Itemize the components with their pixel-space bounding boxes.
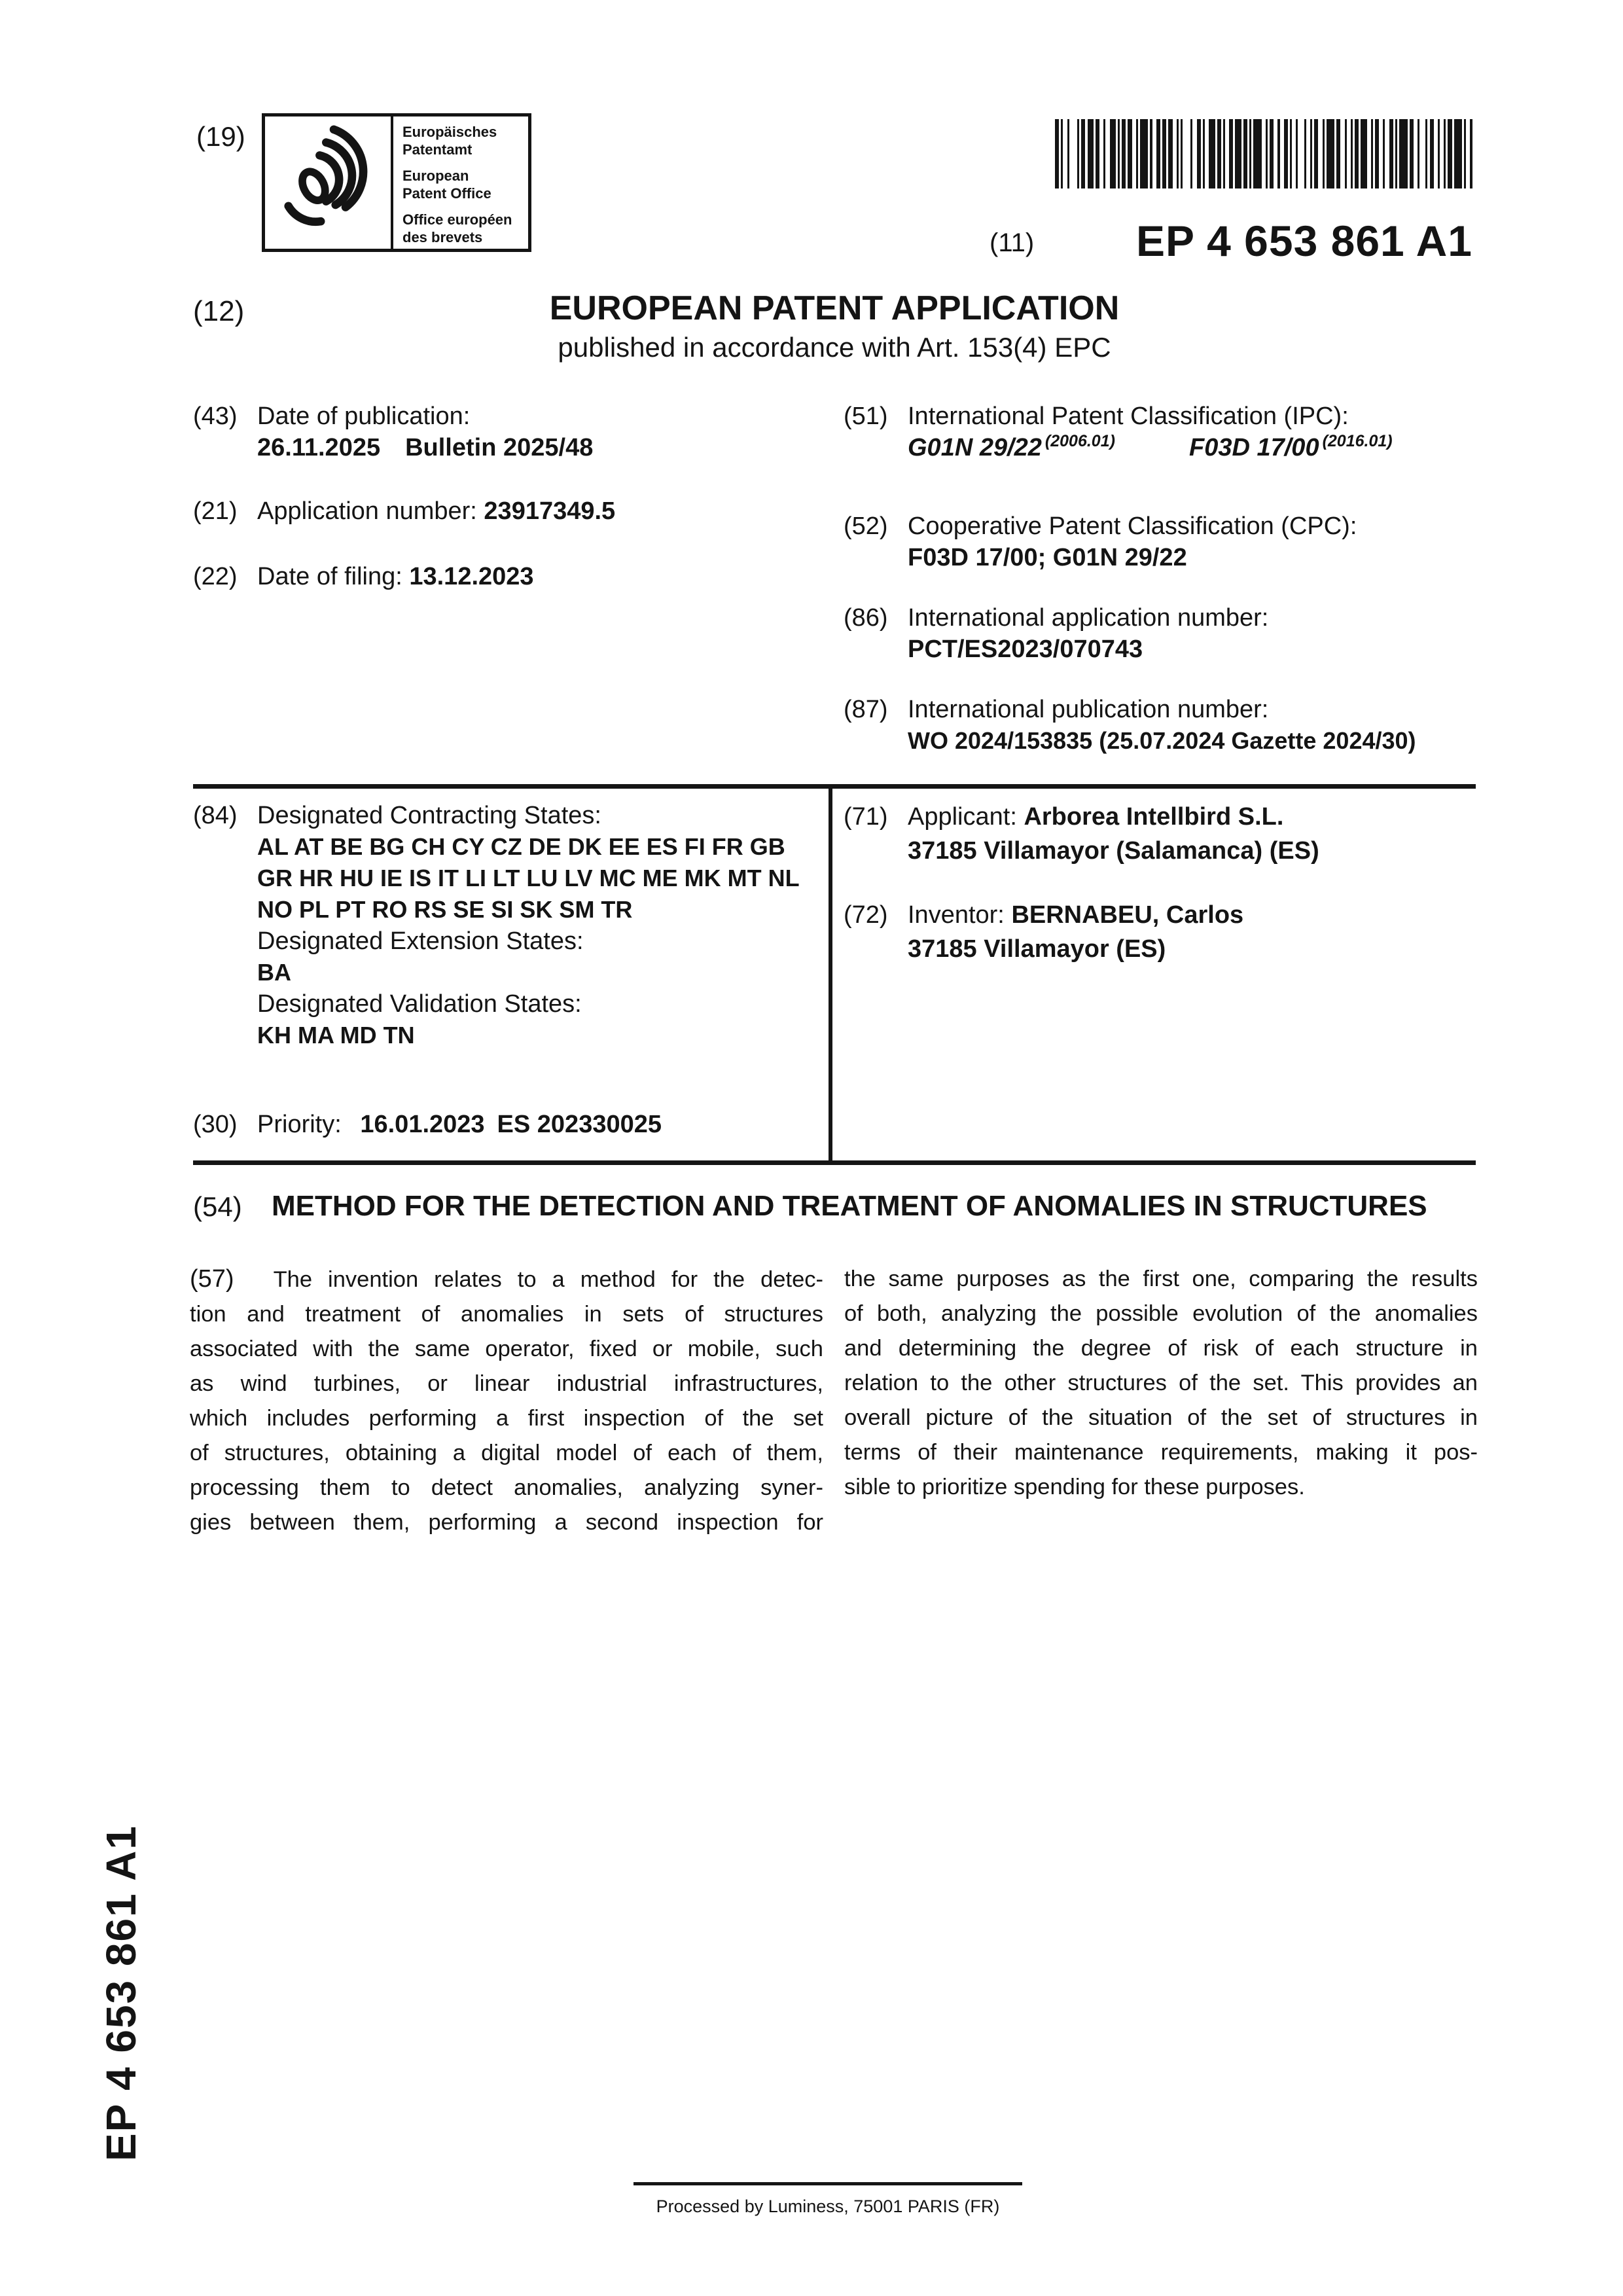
table-top-rule [193,784,1476,789]
barcode [1055,119,1472,188]
barcode-bar [1209,119,1215,188]
document-type-block [193,289,1476,363]
inid-12-label: (12) [193,295,245,327]
inid-19-label: (19) [196,121,245,152]
ipc-code: G01N 29/22 [908,434,1042,461]
field-filing-date [193,561,534,592]
epo-name-de-line2: Patentamt [402,141,473,158]
contracting-states-line: NO PL PT RO RS SE SI SK SM TR [257,896,633,923]
applicant-address: 37185 Villamayor (Salamanca) (ES) [908,837,1319,865]
barcode-space [1183,119,1190,188]
epo-logo-icon [269,118,387,247]
validation-states-value: KH MA MD TN [257,1022,415,1049]
international-application-label: International application number: [908,604,1269,632]
field-cpc [844,511,1357,573]
epo-name-en-line1: European [402,168,469,184]
abstract-first-line [190,1262,823,1297]
abstract-line: gies between them, performing a second inspection for [190,1510,823,1535]
abstract-line: which includes performing a first inspection of the set [190,1406,823,1431]
inventor-address: 37185 Villamayor (ES) [908,935,1166,963]
abstract-line: tion and treatment of anomalies in sets of structures [190,1302,823,1327]
inid-54-label: (54) [193,1191,242,1222]
epo-name-fr-line1: Office européen [402,211,512,228]
contracting-states-line: GR HR HU IE IS IT LI LT LU LV MC ME MK MT NL [257,865,800,891]
abstract-line: the same purposes as the first one, comparing the results [844,1266,1478,1291]
barcode-bar [1140,119,1148,188]
extension-states-label: Designated Extension States: [257,927,584,955]
field-international-publication [844,694,1416,757]
abstract-col1-lines [190,1297,823,1540]
ipc-version: (2016.01) [1322,432,1393,450]
field-application-number [193,495,616,527]
abstract-line: of both, analyzing the possible evolution of the anomalies [844,1301,1478,1326]
side-publication-number: EP 4 653 861 A1 [98,1825,145,2161]
inventor-label: Inventor: [908,901,1005,929]
document-type-subtitle: published in accordance with Art. 153(4) EPC [558,332,1111,363]
ipc-version: (2006.01) [1044,432,1115,450]
abstract-line: relation to the other structures of the set. This provides an [844,1371,1478,1395]
epo-logo-art-cell [265,117,393,249]
inid-72-label: (72) [844,901,888,929]
filing-date-value: 13.12.2023 [409,563,534,590]
barcode-space [1419,119,1425,188]
ipc-label: International Patent Classification (IPC): [908,403,1349,430]
table-column-divider [829,784,832,1165]
filing-date-label: Date of filing: [257,563,402,590]
inid-21-label: (21) [193,497,238,525]
validation-states-label: Designated Validation States: [257,990,582,1018]
inid-51-label: (51) [844,403,888,430]
barcode-bar [1235,119,1241,188]
publication-date-value: 26.11.2025 Bulletin 2025/48 [257,434,594,461]
priority-value: 16.01.2023 ES 202330025 [360,1111,662,1138]
field-priority [193,1109,662,1140]
epo-name-de-line1: Europäisches [402,124,497,140]
inid-11-label: (11) [990,228,1035,257]
epo-logo-text-cell [393,117,528,249]
cpc-label: Cooperative Patent Classification (CPC): [908,512,1357,540]
field-ipc [844,401,1393,466]
inid-52-label: (52) [844,512,888,540]
inid-84-label: (84) [193,802,238,829]
field-publication-date [193,401,594,463]
barcode-bar [1110,119,1116,188]
inid-87-label: (87) [844,696,888,723]
abstract-line: of structures, obtaining a digital model of each of them, [190,1441,823,1465]
barcode-bar [1088,119,1094,188]
inventor-line [908,898,1243,932]
contracting-states-lines [257,831,800,925]
abstract-col1 [190,1262,823,1540]
epo-name-fr-line2: des brevets [402,229,483,245]
international-publication-value: WO 2024/153835 (25.07.2024 Gazette 2024/30) [908,727,1416,754]
application-number-value: 23917349.5 [484,497,616,525]
inventor-name: BERNABEU, Carlos [1011,901,1244,929]
abstract-line: sible to prioritize spending for these purposes. [844,1475,1305,1499]
epo-name-en-line2: Patent Office [402,185,491,202]
field-applicant [844,800,1319,868]
cpc-value: F03D 17/00; G01N 29/22 [908,544,1187,571]
ipc-entry [908,432,1189,466]
barcode-bar [1253,119,1261,188]
document-type-title: EUROPEAN PATENT APPLICATION [549,289,1120,327]
ipc-entry [1189,434,1393,461]
contracting-states-line: AL AT BE BG CH CY CZ DE DK EE ES FI FR GB [257,833,785,860]
applicant-line [908,800,1319,834]
barcode-bar [1470,119,1472,188]
inid-22-label: (22) [193,563,238,590]
table-bottom-rule [193,1160,1476,1165]
barcode-space [1069,119,1077,188]
inid-43-label: (43) [193,403,238,430]
ipc-codes-line [908,432,1393,466]
inid-30-label: (30) [193,1111,238,1138]
abstract-line: overall picture of the situation of the set of structures in [844,1405,1478,1430]
invention-title: METHOD FOR THE DETECTION AND TREATMENT OF ANOMALIES IN STRUCTURES [272,1190,1427,1222]
barcode-bar [1454,119,1462,188]
inid-71-label: (71) [844,803,888,831]
abstract-first-text: The invention relates to a method for the detec- [273,1267,823,1292]
abstract-line: as wind turbines, or linear industrial infrastructures, [190,1371,823,1396]
field-inventor [844,898,1244,966]
publication-date-label: Date of publication: [257,403,471,430]
application-number-label: Application number: [257,497,477,525]
international-application-value: PCT/ES2023/070743 [908,636,1143,663]
barcode-bar [1399,119,1407,188]
barcode-bar [1327,119,1334,188]
footer-text: Processed by Luminess, 75001 PARIS (FR) [656,2197,1000,2216]
barcode-bar [1361,119,1366,188]
barcode-space [1298,119,1304,188]
abstract-col2 [844,1262,1478,1505]
abstract-line: and determining the degree of risk of each structure in [844,1336,1478,1361]
international-publication-label: International publication number: [908,696,1269,723]
footer-rule [633,2182,1022,2185]
field-international-application [844,602,1269,665]
field-designated-states [193,800,800,1051]
priority-label: Priority: [257,1111,342,1138]
abstract-line: processing them to detect anomalies, analyzing syner- [190,1475,823,1500]
publication-number: EP 4 653 861 A1 [1135,217,1472,265]
inid-57-label: (57) [190,1265,234,1293]
applicant-name: Arborea Intellbird S.L. [1024,803,1284,831]
applicant-label: Applicant: [908,803,1017,831]
invention-title-block [193,1190,1427,1223]
extension-states-value: BA [257,959,291,986]
contracting-states-label: Designated Contracting States: [257,802,601,829]
abstract-line: terms of their maintenance requirements, making it pos- [844,1440,1478,1465]
inid-86-label: (86) [844,604,888,632]
abstract-line: associated with the same operator, fixed or mobile, such [190,1336,823,1361]
ipc-code: F03D 17/00 [1189,434,1319,461]
epo-logo-box [262,113,531,252]
